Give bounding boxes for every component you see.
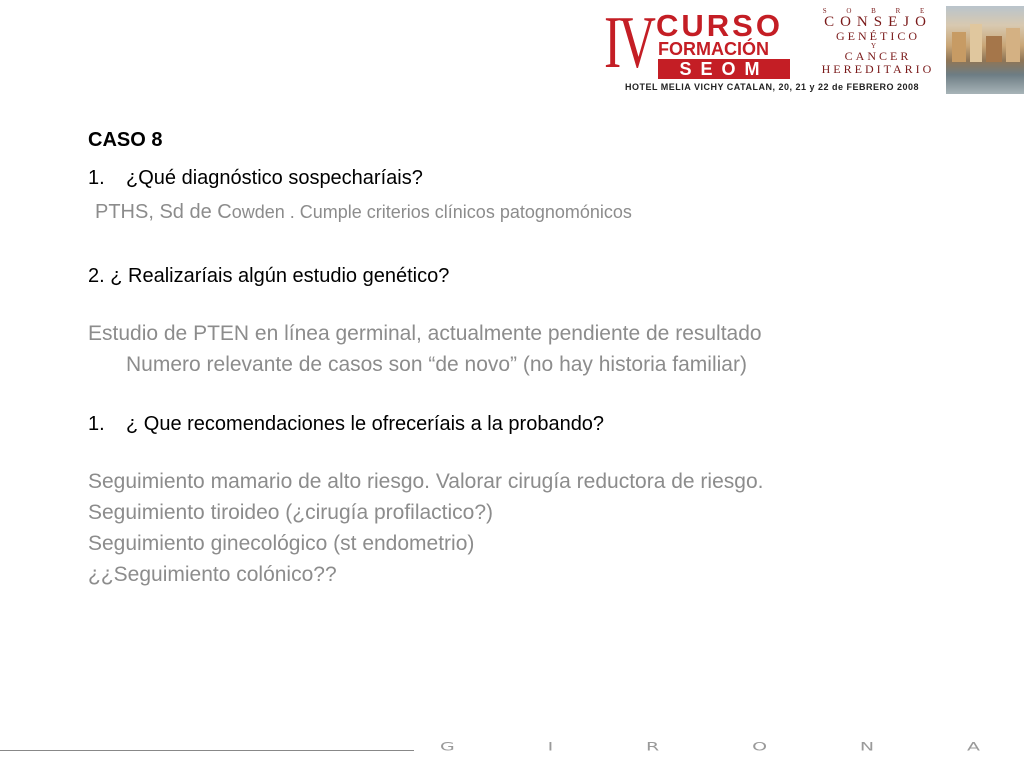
photo-building xyxy=(1006,28,1020,62)
girona-letter: R xyxy=(646,740,660,754)
question-1-number: 1. xyxy=(88,167,105,189)
girona-letter: G xyxy=(440,740,455,754)
photo-building xyxy=(952,32,966,62)
slide-content xyxy=(88,126,988,590)
roman-numeral: IV xyxy=(604,2,654,84)
answer-1-rest: owden . Cumple criterios clínicos patognomónicos xyxy=(231,202,632,222)
venue-date-line: HOTEL MELIA VICHY CATALAN, 20, 21 y 22 de FEBRERO 2008 xyxy=(624,82,920,92)
course-logo xyxy=(604,2,1024,96)
question-1 xyxy=(88,164,988,192)
question-1-text: ¿Qué diagnóstico sospecharíais? xyxy=(126,167,423,189)
answer-3-line-4: ¿¿Seguimiento colónico?? xyxy=(88,563,337,586)
logo-consejo-block xyxy=(814,8,942,76)
answer-2-line-2: Numero relevante de casos son “de novo” (no hay historia familiar) xyxy=(126,353,747,376)
footer-divider xyxy=(0,750,414,751)
question-2: 2. ¿ Realizaríais algún estudio genético? xyxy=(88,265,450,287)
logo-genetico: GENÉTICO xyxy=(836,29,920,43)
answer-1-lead: PTHS, Sd de C xyxy=(95,201,232,223)
footer-girona xyxy=(440,740,980,755)
photo-building xyxy=(970,24,982,62)
girona-letter: O xyxy=(752,740,768,754)
answer-3-line-2: Seguimiento tiroideo (¿cirugía profilactico?) xyxy=(88,501,494,524)
slide-title: CASO 8 xyxy=(88,129,163,151)
logo-curso: CURSO xyxy=(656,8,783,43)
girona-letter: I xyxy=(547,740,554,754)
logo-cancer: CANCER xyxy=(844,49,912,63)
girona-letter: N xyxy=(859,740,875,754)
photo-building xyxy=(986,36,1002,62)
logo-hereditario: HEREDITARIO xyxy=(821,62,935,76)
answer-3-line-1: Seguimiento mamario de alto riesgo. Valorar cirugía reductora de riesgo. xyxy=(88,470,764,493)
question-3-text: ¿ Que recomendaciones le ofreceríais a la probando? xyxy=(126,413,605,435)
question-3 xyxy=(88,410,988,438)
answer-1 xyxy=(88,198,988,226)
answer-2-line-1: Estudio de PTEN en línea germinal, actualmente pendiente de resultado xyxy=(88,322,762,345)
logo-seom: SEOM xyxy=(658,59,790,79)
logo-formacion: FORMACIÓN xyxy=(658,39,769,59)
question-3-number: 1. xyxy=(88,413,105,435)
logo-consejo: CONSEJO xyxy=(824,14,932,30)
answer-3-line-3: Seguimiento ginecológico (st endometrio) xyxy=(88,532,475,555)
girona-photo xyxy=(946,6,1024,94)
logo-y: Y xyxy=(870,42,886,50)
logo-sobre: S O B R E xyxy=(822,7,934,15)
girona-letter: A xyxy=(966,740,980,754)
